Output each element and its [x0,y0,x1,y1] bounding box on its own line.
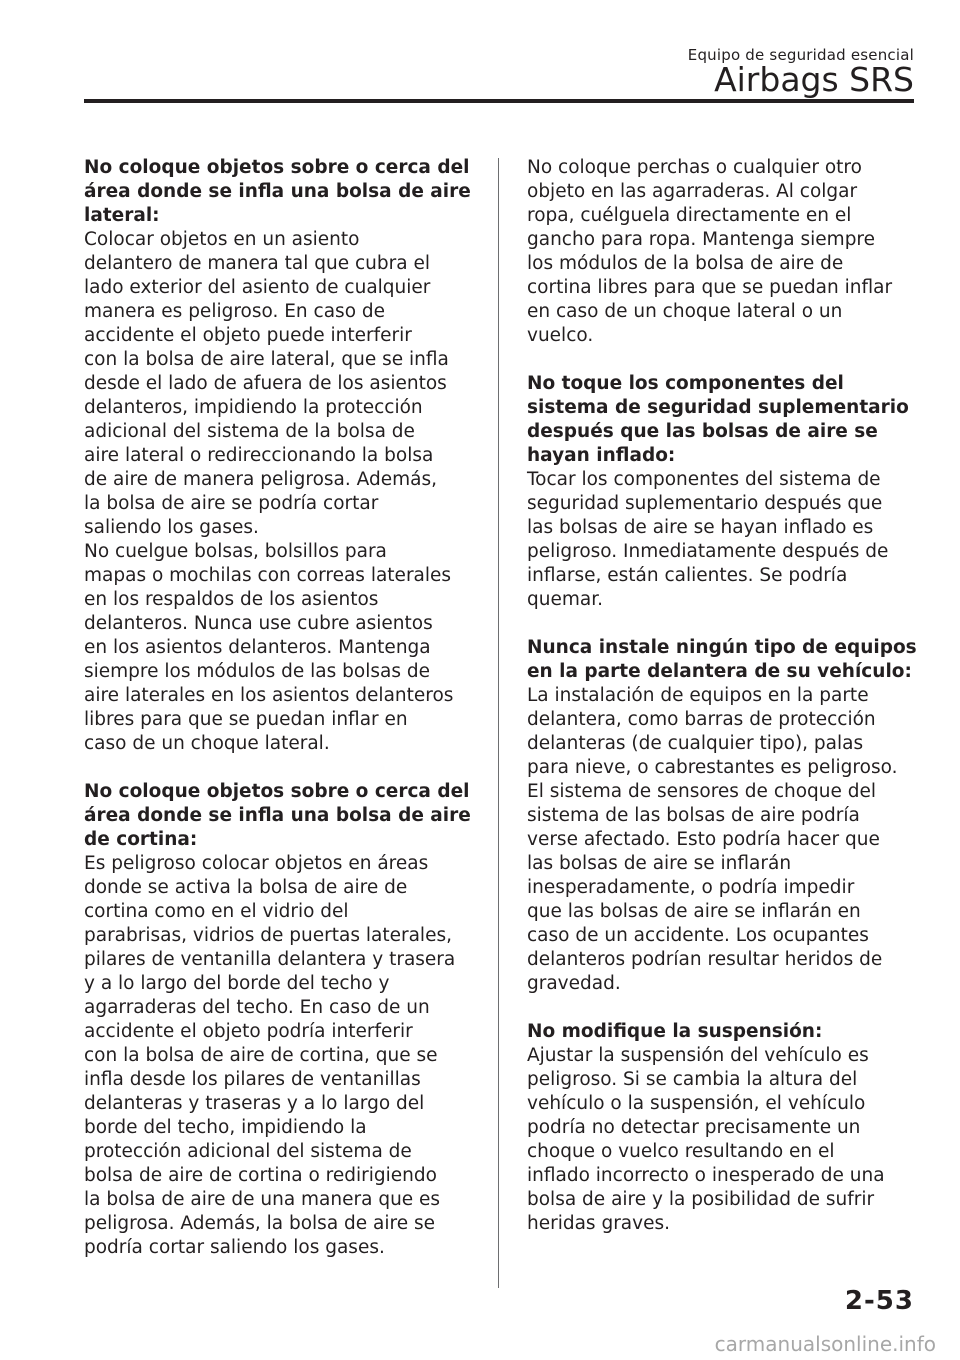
body-line: accidente el objeto podría interferir [84,1021,413,1042]
body-line: delantero de manera tal que cubra el [84,253,430,274]
text-block [84,156,480,756]
block-heading-line: hayan inflado: [527,445,676,466]
body-line: delanteras y traseras y a lo largo del [84,1093,425,1114]
body-line: siempre los módulos de las bolsas de [84,661,430,682]
block-heading-line: área donde se infla una bolsa de aire [84,181,471,202]
body-line: con la bolsa de aire lateral, que se infla [84,349,449,370]
body-line: Ajustar la suspensión del vehículo es [527,1045,869,1066]
body-line: cortina libres para que se puedan inflar [527,277,893,298]
body-line: sistema de las bolsas de aire podría [527,805,860,826]
body-line: adicional del sistema de la bolsa de [84,421,415,442]
body-line: quemar. [527,589,603,610]
body-line: No coloque perchas o cualquier otro [527,157,862,178]
right-column [527,156,917,1260]
body-line: las bolsas de aire se inflarán [527,853,792,874]
body-line: la bolsa de aire de una manera que es [84,1189,441,1210]
body-line: El sistema de sensores de choque del [527,781,877,802]
block-heading-line: No toque los componentes del [527,373,844,394]
block-heading-line: No coloque objetos sobre o cerca del [84,157,470,178]
column-divider [498,158,499,1288]
block-heading-line: en la parte delantera de su vehículo: [527,661,912,682]
body-line: desde el lado de afuera de los asientos [84,373,447,394]
watermark: carmanualsonline.info [714,1332,936,1356]
body-line: agarraderas del techo. En caso de un [84,997,430,1018]
body-line: aire laterales en los asientos delanteros [84,685,454,706]
body-line: caso de un accidente. Los ocupantes [527,925,869,946]
body-line: borde del techo, impidiendo la [84,1117,367,1138]
body-line: choque o vuelco resultando en el [527,1141,835,1162]
body-line: saliendo los gases. [84,517,259,538]
header-divider [84,99,914,103]
body-line: la bolsa de aire se podría cortar [84,493,379,514]
body-line: inflarse, están calientes. Se podría [527,565,848,586]
block-heading-line: sistema de seguridad suplementario [527,397,909,418]
body-line: lado exterior del asiento de cualquier [84,277,431,298]
body-line: manera es peligroso. En caso de [84,301,386,322]
block-heading-line: No coloque objetos sobre o cerca del [84,781,470,802]
body-line: protección adicional del sistema de [84,1141,412,1162]
body-line: vehículo o la suspensión, el vehículo [527,1093,866,1114]
body-line: Colocar objetos en un asiento [84,229,360,250]
body-line: vuelco. [527,325,594,346]
text-block [527,1020,917,1236]
body-line: que las bolsas de aire se inflarán en [527,901,861,922]
body-line: objeto en las agarraderas. Al colgar [527,181,858,202]
body-line: con la bolsa de aire de cortina, que se [84,1045,438,1066]
body-line: libres para que se puedan inflar en [84,709,408,730]
body-line: Es peligroso colocar objetos en áreas [84,853,429,874]
body-line: los módulos de la bolsa de aire de [527,253,844,274]
body-line: de aire de manera peligrosa. Además, [84,469,437,490]
page-title: Airbags SRS [714,60,914,99]
body-line: delanteros podrían resultar heridos de [527,949,883,970]
left-column [84,156,480,1284]
body-line: gancho para ropa. Mantenga siempre [527,229,876,250]
block-heading-line: área donde se infla una bolsa de aire [84,805,471,826]
page-number: 2-53 [844,1286,914,1316]
body-line: seguridad suplementario después que [527,493,883,514]
body-line: ropa, cuélguela directamente en el [527,205,852,226]
body-line: verse afectado. Esto podría hacer que [527,829,880,850]
body-line: peligroso. Inmediatamente después de [527,541,889,562]
body-line: parabrisas, vidrios de puertas laterales, [84,925,452,946]
text-block [84,780,480,1260]
body-line: heridas graves. [527,1213,670,1234]
body-line: peligrosa. Además, la bolsa de aire se [84,1213,435,1234]
body-line: en caso de un choque lateral o un [527,301,843,322]
body-line: en los respaldos de los asientos [84,589,379,610]
block-heading-line: lateral: [84,205,160,226]
body-line: gravedad. [527,973,621,994]
body-line: peligroso. Si se cambia la altura del [527,1069,858,1090]
body-line: inflado incorrecto o inesperado de una [527,1165,885,1186]
body-line: bolsa de aire de cortina o redirigiendo [84,1165,437,1186]
body-line: las bolsas de aire se hayan inflado es [527,517,874,538]
body-line: pilares de ventanilla delantera y trasera [84,949,456,970]
body-line: en los asientos delanteros. Mantenga [84,637,431,658]
body-line: delanteras (de cualquier tipo), palas [527,733,864,754]
body-line: para nieve, o cabrestantes es peligroso. [527,757,898,778]
block-heading-line: de cortina: [84,829,198,850]
body-line: delanteros. Nunca use cubre asientos [84,613,433,634]
body-line: podría no detectar precisamente un [527,1117,861,1138]
body-line: aire lateral o redireccionando la bolsa [84,445,434,466]
body-line: delanteros, impidiendo la protección [84,397,423,418]
body-line: podría cortar saliendo los gases. [84,1237,385,1258]
body-line: cortina como en el vidrio del [84,901,349,922]
body-line: donde se activa la bolsa de aire de [84,877,408,898]
body-line: y a lo largo del borde del techo y [84,973,390,994]
text-block [527,372,917,612]
block-heading-line: después que las bolsas de aire se [527,421,878,442]
body-line: caso de un choque lateral. [84,733,330,754]
body-line: mapas o mochilas con correas laterales [84,565,452,586]
text-block [527,156,917,348]
body-line: No cuelgue bolsas, bolsillos para [84,541,387,562]
text-block [527,636,917,996]
body-line: Tocar los componentes del sistema de [527,469,881,490]
body-line: delantera, como barras de protección [527,709,876,730]
body-line: infla desde los pilares de ventanillas [84,1069,421,1090]
body-line: bolsa de aire y la posibilidad de sufrir [527,1189,875,1210]
block-heading-line: No modifique la suspensión: [527,1021,823,1042]
body-line: accidente el objeto puede interferir [84,325,412,346]
section-name: Equipo de seguridad esencial [687,46,914,64]
body-line: inesperadamente, o podría impedir [527,877,855,898]
block-heading-line: Nunca instale ningún tipo de equipos [527,637,917,658]
body-line: La instalación de equipos en la parte [527,685,869,706]
